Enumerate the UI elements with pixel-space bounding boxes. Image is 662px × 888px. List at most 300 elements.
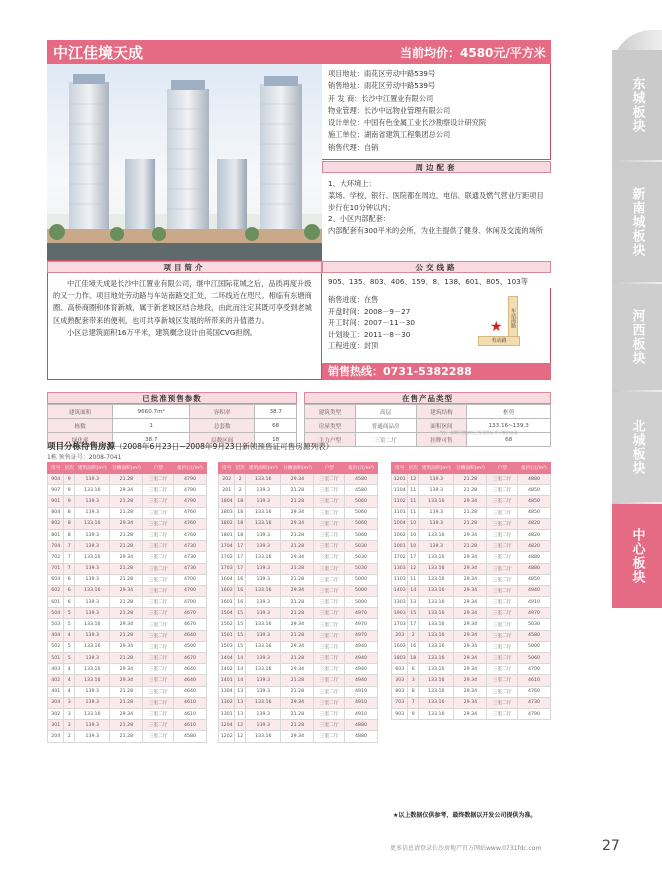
table-cell: 29.34 <box>281 507 314 518</box>
table-cell: 301 <box>48 720 64 731</box>
table-cell: 三室二厅 <box>143 574 174 585</box>
table-cell: 三室二厅 <box>487 641 518 652</box>
cell: 绿化率 <box>48 433 113 447</box>
info-sales-address: 销售地址：雨花区劳动中路539号 <box>328 81 436 91</box>
table-cell: 11 <box>408 507 419 518</box>
table-row <box>219 731 378 742</box>
cell: 三室二厅 <box>355 433 416 447</box>
table-cell: 11 <box>408 496 419 507</box>
table-row <box>219 474 378 485</box>
table-cell: 三室二厅 <box>143 608 174 619</box>
table-cell: 139.3 <box>75 507 110 518</box>
table-cell: 4670 <box>173 619 206 630</box>
table-cell: 139.3 <box>419 507 454 518</box>
table-cell: 三室二厅 <box>143 720 174 731</box>
table-cell: 501 <box>48 653 64 664</box>
table-row <box>219 653 378 664</box>
table-cell: 三室二厅 <box>487 496 518 507</box>
table-cell: 1303 <box>392 597 408 608</box>
table-cell: 1504 <box>219 608 235 619</box>
table-cell: 29.34 <box>454 496 487 507</box>
cell: 建筑面积 <box>48 405 113 419</box>
table-cell: 三室二厅 <box>314 664 345 675</box>
table-row <box>392 496 551 507</box>
table-cell: 202 <box>219 474 235 485</box>
table-cell: 21.28 <box>110 597 143 608</box>
table-cell: 14 <box>235 664 246 675</box>
table-row <box>48 686 207 697</box>
table-cell: 15 <box>235 608 246 619</box>
building-rendering <box>47 64 322 260</box>
table-cell: 4610 <box>173 708 206 719</box>
table-cell: 1603 <box>392 641 408 652</box>
table-cell: 1803 <box>392 653 408 664</box>
table-row <box>219 496 378 507</box>
table-cell: 5060 <box>344 529 377 540</box>
table-cell: 21.28 <box>110 653 143 664</box>
average-price: 当前均价：4580元/平方米 <box>400 46 546 60</box>
table-cell: 133.16 <box>419 641 454 652</box>
table-cell: 21.28 <box>281 708 314 719</box>
table-cell: 29.34 <box>454 574 487 585</box>
tab-new-south-city[interactable]: 新南城板块 <box>612 162 662 282</box>
table-cell: 7 <box>64 541 75 552</box>
table-cell: 4670 <box>173 653 206 664</box>
table-row <box>219 541 378 552</box>
table-cell: 21.28 <box>454 485 487 496</box>
table-cell: 603 <box>392 664 408 675</box>
table-cell: 21.28 <box>110 731 143 742</box>
table-cell: 1702 <box>392 552 408 563</box>
table-row <box>219 641 378 652</box>
table-cell: 2 <box>408 630 419 641</box>
cell: 68 <box>467 433 551 447</box>
table-cell: 139.3 <box>75 496 110 507</box>
table-cell: 4 <box>64 686 75 697</box>
table-cell: 29.34 <box>110 675 143 686</box>
table-cell: 133.16 <box>75 585 110 596</box>
data-disclaimer: ★以上数据仅供参考，最终数据以开发公司提供为准。 <box>393 812 537 819</box>
table-row <box>48 474 207 485</box>
tab-hexi[interactable]: 河西板块 <box>612 284 662 390</box>
table-cell: 21.28 <box>454 518 487 529</box>
table-cell: 901 <box>48 496 64 507</box>
table-cell: 139.3 <box>246 496 281 507</box>
table-cell: 29.34 <box>454 552 487 563</box>
table-cell: 三室二厅 <box>314 608 345 619</box>
table-cell: 1303 <box>392 563 408 574</box>
table-cell: 139.3 <box>246 720 281 731</box>
table-cell: 139.3 <box>246 630 281 641</box>
table-cell: 3 <box>408 675 419 686</box>
cell: 9660.7m² <box>113 405 190 419</box>
table-cell: 21.28 <box>110 608 143 619</box>
table-cell: 29.34 <box>454 686 487 697</box>
table-cell: 1704 <box>219 541 235 552</box>
start-date: 开工时间：2007－11－30 <box>328 318 415 328</box>
construction-progress: 工程进度：封顶 <box>328 341 379 351</box>
table-cell: 133.16 <box>75 664 110 675</box>
table-cell: 133.16 <box>419 574 454 585</box>
table-cell: 139.3 <box>419 541 454 552</box>
table-cell: 三室二厅 <box>314 708 345 719</box>
product-types-table <box>304 404 551 447</box>
table-cell: 139.3 <box>246 485 281 496</box>
cell: 面积区间 <box>416 419 467 433</box>
table-cell: 502 <box>48 641 64 652</box>
around-line-1: 1、大环境上： <box>328 179 376 188</box>
table-cell: 三室二厅 <box>487 708 518 719</box>
table-row <box>392 608 551 619</box>
table-cell: 13 <box>235 697 246 708</box>
table-cell: 三室二厅 <box>487 585 518 596</box>
table-cell: 1403 <box>392 585 408 596</box>
table-cell: 29.34 <box>281 664 314 675</box>
cell: 1 <box>113 419 190 433</box>
table-cell: 2 <box>64 731 75 742</box>
table-cell: 133.16 <box>419 597 454 608</box>
column-header: 分摊面积(m²) <box>454 463 487 474</box>
table-cell: 1602 <box>219 585 235 596</box>
table-cell: 4790 <box>173 474 206 485</box>
info-sales-agent: 销售代理：自销 <box>328 142 379 152</box>
table-row <box>48 664 207 675</box>
table-cell: 三室二厅 <box>487 697 518 708</box>
table-cell: 4640 <box>173 686 206 697</box>
table-cell: 21.28 <box>281 653 314 664</box>
table-cell: 21.28 <box>281 675 314 686</box>
table-cell: 三室二厅 <box>143 641 174 652</box>
table-cell: 1601 <box>219 597 235 608</box>
table-cell: 三室二厅 <box>143 597 174 608</box>
table-cell: 21.28 <box>110 563 143 574</box>
table-row <box>48 585 207 596</box>
project-info <box>322 64 551 160</box>
table-cell: 29.34 <box>454 708 487 719</box>
table-cell: 三室二厅 <box>143 541 174 552</box>
table-cell: 7 <box>408 697 419 708</box>
table-cell: 4850 <box>517 507 550 518</box>
table-cell: 9 <box>64 496 75 507</box>
table-cell: 1502 <box>219 619 235 630</box>
table-cell: 1501 <box>219 630 235 641</box>
table-cell: 三室二厅 <box>143 731 174 742</box>
column-header: 户型 <box>143 463 174 474</box>
table-cell: 4700 <box>173 574 206 585</box>
table-row <box>48 529 207 540</box>
table-cell: 801 <box>48 529 64 540</box>
table-cell: 302 <box>48 708 64 719</box>
table-cell: 三室二厅 <box>487 664 518 675</box>
table-cell: 4 <box>64 630 75 641</box>
table-cell: 21.28 <box>110 474 143 485</box>
table-cell: 5 <box>64 641 75 652</box>
table-row <box>392 585 551 596</box>
table-cell: 三室二厅 <box>487 507 518 518</box>
table-cell: 8 <box>64 518 75 529</box>
table-row <box>392 641 551 652</box>
table-cell: 12 <box>408 563 419 574</box>
table-cell: 4940 <box>517 585 550 596</box>
table-row <box>219 697 378 708</box>
table-cell: 29.34 <box>281 731 314 742</box>
table-cell: 139.3 <box>75 597 110 608</box>
table-cell: 三室二厅 <box>487 485 518 496</box>
table-cell: 4700 <box>173 597 206 608</box>
table-cell: 21.28 <box>281 630 314 641</box>
section-head-traffic: 公交线路 <box>322 261 551 273</box>
table-cell: 404 <box>48 630 64 641</box>
intro-paragraph-1: 中江佳境天成是长沙中江置业有限公司，继中江国际花城之后，品质再度升级的又一力作。项目地处劳动路与车站南路交汇处，二环线近在咫尺。相临有东塘商圈、高桥商圈和体育新城，属于新老城区结合地段，由此而注定其既可享受到老城区成熟配套带来的便利，也可共享新城区发展的所带来的升值潜力。 <box>53 279 312 325</box>
table-cell: 133.16 <box>246 507 281 518</box>
table-cell: 29.34 <box>454 641 487 652</box>
table-cell: 1903 <box>392 608 408 619</box>
column-header: 建筑面积(m²) <box>419 463 454 474</box>
table-cell: 21.28 <box>281 563 314 574</box>
table-cell: 21.28 <box>281 686 314 697</box>
table-cell: 16 <box>235 585 246 596</box>
table-cell: 1001 <box>392 541 408 552</box>
table-cell: 133.16 <box>419 552 454 563</box>
table-cell: 29.34 <box>454 697 487 708</box>
table-cell: 4880 <box>344 720 377 731</box>
table-cell: 5030 <box>344 563 377 574</box>
table-header-row <box>48 463 207 474</box>
table-cell: 704 <box>48 541 64 552</box>
table-cell: 133.16 <box>246 518 281 529</box>
presale-note: *注：本期可售房均已发预售证并可签约备案 <box>440 430 518 435</box>
table-row <box>48 697 207 708</box>
table-cell: 1703 <box>219 563 235 574</box>
table-row <box>219 585 378 596</box>
table-cell: 139.3 <box>246 574 281 585</box>
table-cell: 三室二厅 <box>314 585 345 596</box>
table-cell: 29.34 <box>454 585 487 596</box>
table-cell: 133.16 <box>419 630 454 641</box>
table-row <box>48 675 207 686</box>
cell: 38.7 <box>113 433 190 447</box>
table-cell: 三室二厅 <box>143 563 174 574</box>
table-cell: 2 <box>235 474 246 485</box>
table-cell: 4610 <box>173 720 206 731</box>
table-cell: 4880 <box>517 563 550 574</box>
table-cell: 三室二厅 <box>143 585 174 596</box>
table-cell: 三室二厅 <box>314 653 345 664</box>
table-cell: 29.34 <box>110 485 143 496</box>
cell: 高层 <box>355 405 416 419</box>
sale-status: 销售进度：在售 <box>328 295 379 304</box>
table-cell: 139.3 <box>419 518 454 529</box>
table-cell: 三室二厅 <box>143 474 174 485</box>
table-cell: 6 <box>64 597 75 608</box>
table-cell: 139.3 <box>75 653 110 664</box>
table-row <box>392 675 551 686</box>
table-cell: 13 <box>235 708 246 719</box>
table-row <box>48 641 207 652</box>
project-title: 中江佳境天成 <box>53 44 144 62</box>
table-row <box>219 574 378 585</box>
cell: 挂牌可售 <box>416 433 467 447</box>
table-cell: 4760 <box>173 529 206 540</box>
table-cell: 18 <box>235 496 246 507</box>
table-cell: 三室二厅 <box>314 496 345 507</box>
table-cell: 4 <box>64 664 75 675</box>
table-cell: 803 <box>392 686 408 697</box>
table-cell: 139.3 <box>246 708 281 719</box>
table-cell: 三室二厅 <box>314 641 345 652</box>
listing-title <box>47 440 333 452</box>
table-row <box>48 518 207 529</box>
table-cell: 4700 <box>173 585 206 596</box>
table-cell: 139.3 <box>246 563 281 574</box>
table-cell: 三室二厅 <box>314 597 345 608</box>
table-row <box>48 541 207 552</box>
table-cell: 17 <box>235 552 246 563</box>
table-cell: 12 <box>235 731 246 742</box>
table-cell: 133.16 <box>419 608 454 619</box>
table-cell: 三室二厅 <box>487 563 518 574</box>
table-cell: 1004 <box>392 518 408 529</box>
table-row <box>392 552 551 563</box>
table-cell: 29.34 <box>110 585 143 596</box>
table-row <box>219 518 378 529</box>
cell: 38.7 <box>255 405 297 419</box>
table-cell: 139.3 <box>246 653 281 664</box>
table-cell: 8 <box>408 686 419 697</box>
table-cell: 21.28 <box>110 574 143 585</box>
table-row <box>392 507 551 518</box>
table-cell: 304 <box>48 697 64 708</box>
table-row <box>392 518 551 529</box>
table-cell: 21.28 <box>281 574 314 585</box>
bus-lines: 905、135、803、406、159、8、138、601、805、103等 <box>328 277 528 286</box>
table-cell: 29.34 <box>454 675 487 686</box>
table-cell: 5060 <box>344 507 377 518</box>
table-row <box>48 496 207 507</box>
table-cell: 1404 <box>219 653 235 664</box>
table-cell: 三室二厅 <box>487 474 518 485</box>
table-cell: 8 <box>64 507 75 518</box>
opening-date: 开盘时间：2008－9－27 <box>328 306 411 316</box>
table-cell: 三室二厅 <box>143 496 174 507</box>
table-cell: 10 <box>408 529 419 540</box>
table-cell: 3 <box>64 720 75 731</box>
table-cell: 三室二厅 <box>487 597 518 608</box>
table-cell: 1604 <box>219 574 235 585</box>
table-cell: 三室二厅 <box>314 563 345 574</box>
table-row <box>48 405 297 419</box>
table-cell: 1503 <box>219 641 235 652</box>
region-tabs <box>612 30 662 608</box>
table-cell: 1204 <box>219 720 235 731</box>
table-cell: 三室二厅 <box>143 518 174 529</box>
table-cell: 18 <box>235 529 246 540</box>
around-line-2: 菜场、学校、银行、医院都在周边，电信、联通及燃气营业厅距项目步行在10分钟以内； <box>328 190 544 212</box>
table-cell: 6 <box>64 574 75 585</box>
table-cell: 15 <box>408 608 419 619</box>
table-row <box>219 507 378 518</box>
map-road-laodong: 劳动路 <box>478 336 520 346</box>
table-cell: 4610 <box>173 697 206 708</box>
table-cell: 21.28 <box>281 597 314 608</box>
table-cell: 5030 <box>517 619 550 630</box>
table-cell: 503 <box>48 619 64 630</box>
table-cell: 5 <box>64 653 75 664</box>
table-cell: 21.28 <box>110 496 143 507</box>
table-row <box>305 405 551 419</box>
table-cell: 三室二厅 <box>487 518 518 529</box>
table-cell: 139.3 <box>75 686 110 697</box>
table-cell: 15 <box>235 619 246 630</box>
table-cell: 29.34 <box>454 563 487 574</box>
table-cell: 133.16 <box>419 697 454 708</box>
table-cell: 907 <box>48 485 64 496</box>
table-cell: 139.3 <box>246 608 281 619</box>
table-cell: 4640 <box>173 630 206 641</box>
tab-east-city[interactable]: 东城板块 <box>612 50 662 160</box>
table-cell: 1104 <box>392 485 408 496</box>
table-cell: 4790 <box>173 496 206 507</box>
table-cell: 133.16 <box>419 529 454 540</box>
table-row <box>219 529 378 540</box>
table-cell: 14 <box>408 585 419 596</box>
table-cell: 5060 <box>344 496 377 507</box>
table-cell: 三室二厅 <box>487 608 518 619</box>
table-cell: 139.3 <box>246 686 281 697</box>
map-road-station-south: 车站南路 <box>508 296 518 340</box>
table-row <box>219 597 378 608</box>
table-cell: 3 <box>64 708 75 719</box>
table-cell: 三室二厅 <box>487 630 518 641</box>
table-cell: 5000 <box>344 585 377 596</box>
table-cell: 15 <box>235 641 246 652</box>
table-cell: 21.28 <box>110 697 143 708</box>
table-cell: 139.3 <box>75 574 110 585</box>
table-cell: 9 <box>64 485 75 496</box>
tower-1 <box>69 74 109 232</box>
tower-2 <box>125 159 155 234</box>
table-cell: 6 <box>64 585 75 596</box>
table-cell: 16 <box>235 597 246 608</box>
completion-date: 计划竣工：2011－8－30 <box>328 329 411 339</box>
table-row <box>219 619 378 630</box>
table-cell: 三室二厅 <box>143 653 174 664</box>
table-row <box>219 563 378 574</box>
table-cell: 29.34 <box>454 664 487 675</box>
table-cell: 133.16 <box>75 619 110 630</box>
section-head-around: 周边配套 <box>322 161 551 173</box>
tab-center[interactable]: 中心板块 <box>612 504 662 608</box>
table-row <box>392 474 551 485</box>
table-cell: 三室二厅 <box>487 541 518 552</box>
table-cell: 133.16 <box>419 675 454 686</box>
table-row <box>219 664 378 675</box>
column-header: 户型 <box>314 463 345 474</box>
tower-4 <box>217 159 247 234</box>
table-cell: 4850 <box>517 496 550 507</box>
table-cell: 三室二厅 <box>314 552 345 563</box>
table-row <box>219 608 378 619</box>
table-cell: 29.34 <box>281 619 314 630</box>
table-row <box>48 563 207 574</box>
table-cell: 17 <box>235 563 246 574</box>
tab-north-city[interactable]: 北城板块 <box>612 392 662 502</box>
table-cell: 139.3 <box>246 541 281 552</box>
table-cell: 1401 <box>219 675 235 686</box>
table-cell: 21.28 <box>281 720 314 731</box>
table-cell: 133.16 <box>419 664 454 675</box>
table-cell: 139.3 <box>419 485 454 496</box>
